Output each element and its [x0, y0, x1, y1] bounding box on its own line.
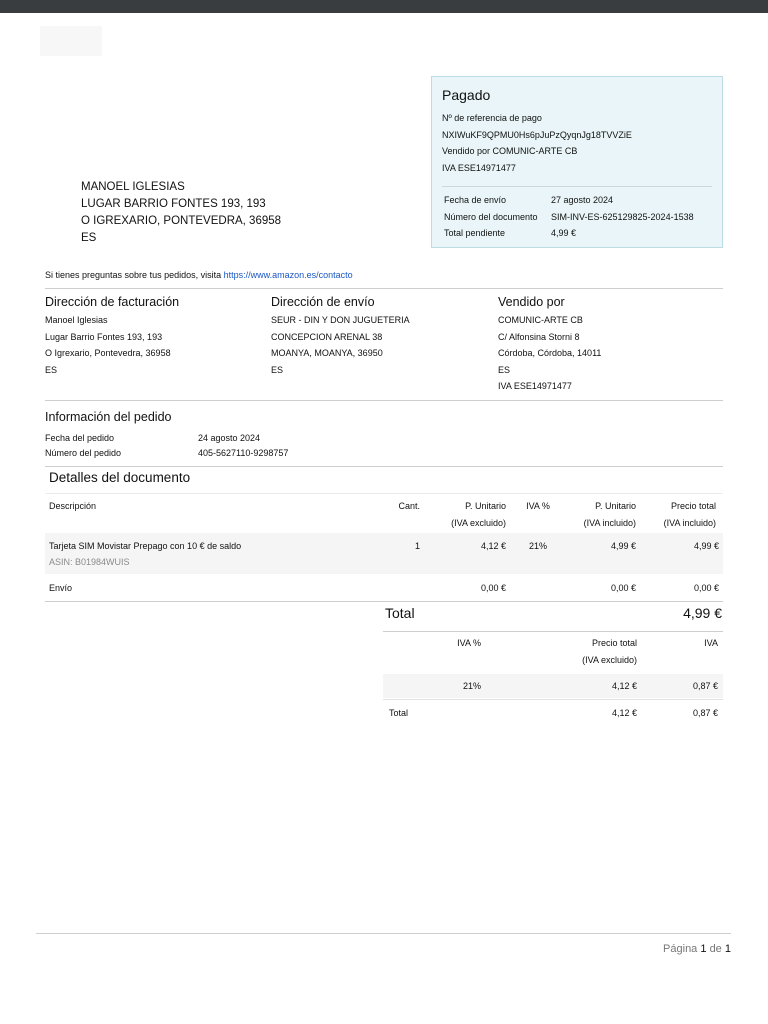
billing-line: Lugar Barrio Fontes 193, 193 [45, 331, 163, 342]
shipping-row-label: Envío [49, 583, 73, 593]
col-header-unit-incl-line1: P. Unitario [595, 501, 636, 511]
grand-total-value: 4,99 € [683, 605, 722, 621]
payment-status-box [431, 76, 723, 248]
recipient-address [81, 179, 281, 247]
payment-sold-by: Vendido por COMUNIC-ARTE CB [442, 146, 578, 156]
item-description: Tarjeta SIM Movistar Prepago con 10 € de saldo [49, 541, 242, 551]
document-number-row [442, 209, 712, 226]
item-unit-excl: 4,12 € [480, 541, 506, 551]
payment-vat-id: IVA ESE14971477 [442, 162, 516, 173]
ship-date-value: 27 agosto 2024 [551, 195, 614, 205]
grand-total-label: Total [385, 605, 415, 621]
page-indicator [663, 943, 731, 955]
col-header-qty: Cant. [398, 501, 420, 511]
divider [45, 400, 723, 401]
billing-line: ES [45, 364, 58, 375]
divider [383, 699, 723, 700]
divider [383, 631, 723, 632]
vat-summary-total-row-excl: 4,12 € [611, 708, 637, 718]
recipient-street: LUGAR BARRIO FONTES 193, 193 [81, 198, 266, 210]
vat-summary-header-vat: IVA [704, 638, 718, 648]
order-number-row [45, 448, 445, 458]
col-header-unit-excl [425, 498, 506, 532]
shipping-unit-excl: 0,00 € [480, 583, 506, 593]
vat-summary-total-row-vat: 0,87 € [692, 708, 718, 718]
recipient-name: MANOEL IGLESIAS [81, 181, 185, 193]
shipping-line: MOANYA, MOANYA, 36950 [271, 348, 383, 358]
contact-text: Si tienes preguntas sobre tus pedidos, visita [45, 270, 224, 280]
vat-summary-header-total-line2: (IVA excluido) [582, 655, 637, 665]
item-qty: 1 [414, 541, 420, 551]
col-header-vat-pct: IVA % [526, 501, 550, 511]
col-header-description: Descripción [49, 501, 97, 511]
page-current: 1 [700, 943, 707, 955]
top-bar [0, 0, 768, 13]
page-word: Página [663, 943, 698, 955]
amount-due-value: 4,99 € [551, 228, 577, 238]
ship-date-row [442, 192, 712, 209]
col-header-unit-excl-line1: P. Unitario [465, 501, 506, 511]
page-of-word: de [709, 943, 722, 955]
shipping-line: CONCEPCION ARENAL 38 [271, 331, 383, 342]
document-details-title: Detalles del documento [49, 470, 191, 485]
item-vat-pct: 21% [528, 541, 547, 551]
page-total: 1 [724, 943, 731, 955]
seller-line: C/ Alfonsina Storni 8 [498, 331, 580, 342]
col-header-unit-excl-line2: (IVA excluido) [451, 518, 506, 528]
seller-info [498, 294, 601, 395]
payment-ref-label: Nº de referencia de pago [442, 113, 542, 123]
amount-due-label: Total pendiente [444, 228, 506, 238]
col-header-total-incl-line1: Precio total [670, 501, 716, 511]
vat-summary-total-excl: 4,12 € [611, 681, 637, 691]
seller-line: COMUNIC-ARTE CB [498, 315, 583, 325]
col-header-total-incl [640, 498, 716, 532]
payment-ref-value: NXIWuKF9QPMU0Hs6pJuPzQyqnJg18TVVZiE [442, 129, 632, 140]
order-date-value: 24 agosto 2024 [198, 433, 261, 443]
logo-placeholder [40, 26, 102, 56]
seller-title: Vendido por [498, 295, 565, 309]
divider [45, 493, 723, 494]
vat-summary-pct: 21% [462, 681, 481, 691]
shipping-address [271, 294, 410, 378]
order-date-row [45, 433, 445, 443]
billing-address [45, 294, 179, 378]
shipping-line: ES [271, 364, 284, 375]
recipient-city: O IGREXARIO, PONTEVEDRA, 36958 [81, 215, 282, 227]
document-number-label: Número del documento [444, 211, 538, 222]
shipping-title: Dirección de envío [271, 295, 375, 309]
divider [45, 466, 723, 467]
shipping-line: SEUR - DIN Y DON JUGUETERIA [271, 315, 410, 325]
vat-summary-header-pct: IVA % [457, 638, 481, 648]
billing-line: Manoel Iglesias [45, 315, 108, 325]
payment-status-title: Pagado [442, 87, 491, 103]
col-header-unit-incl-line2: (IVA incluido) [583, 518, 636, 528]
divider [45, 288, 723, 289]
vat-summary-header-total-line1: Precio total [591, 638, 637, 648]
order-number-value: 405-5627110-9298757 [198, 448, 289, 458]
contact-link[interactable]: https://www.amazon.es/contacto [223, 270, 353, 280]
billing-line: O Igrexario, Pontevedra, 36958 [45, 348, 171, 358]
divider [45, 601, 723, 602]
vat-summary-vat: 0,87 € [692, 681, 718, 691]
col-header-total-incl-line2: (IVA incluido) [663, 518, 716, 528]
seller-line: Córdoba, Córdoba, 14011 [498, 348, 602, 358]
billing-title: Dirección de facturación [45, 295, 180, 309]
col-header-unit-incl [560, 498, 636, 532]
ship-date-label: Fecha de envío [444, 195, 507, 205]
item-asin: ASIN: B01984WUIS [49, 557, 130, 567]
order-date-label: Fecha del pedido [45, 433, 115, 443]
shipping-total-incl: 0,00 € [693, 583, 719, 593]
payment-box-divider [442, 186, 712, 187]
seller-line: ES [498, 364, 511, 375]
vat-summary-total-label: Total [389, 708, 409, 718]
item-unit-incl: 4,99 € [610, 541, 636, 551]
recipient-country: ES [81, 232, 97, 244]
footer-divider [36, 933, 731, 934]
order-number-label: Número del pedido [45, 448, 122, 458]
document-number-value: SIM-INV-ES-625129825-2024-1538 [551, 211, 694, 222]
order-info-title: Información del pedido [45, 410, 172, 424]
shipping-unit-incl: 0,00 € [610, 583, 636, 593]
amount-due-row [442, 225, 712, 242]
item-total-incl: 4,99 € [693, 541, 719, 551]
vat-summary-header-total [540, 635, 637, 669]
contact-line [45, 268, 353, 282]
seller-line: IVA ESE14971477 [498, 381, 572, 391]
